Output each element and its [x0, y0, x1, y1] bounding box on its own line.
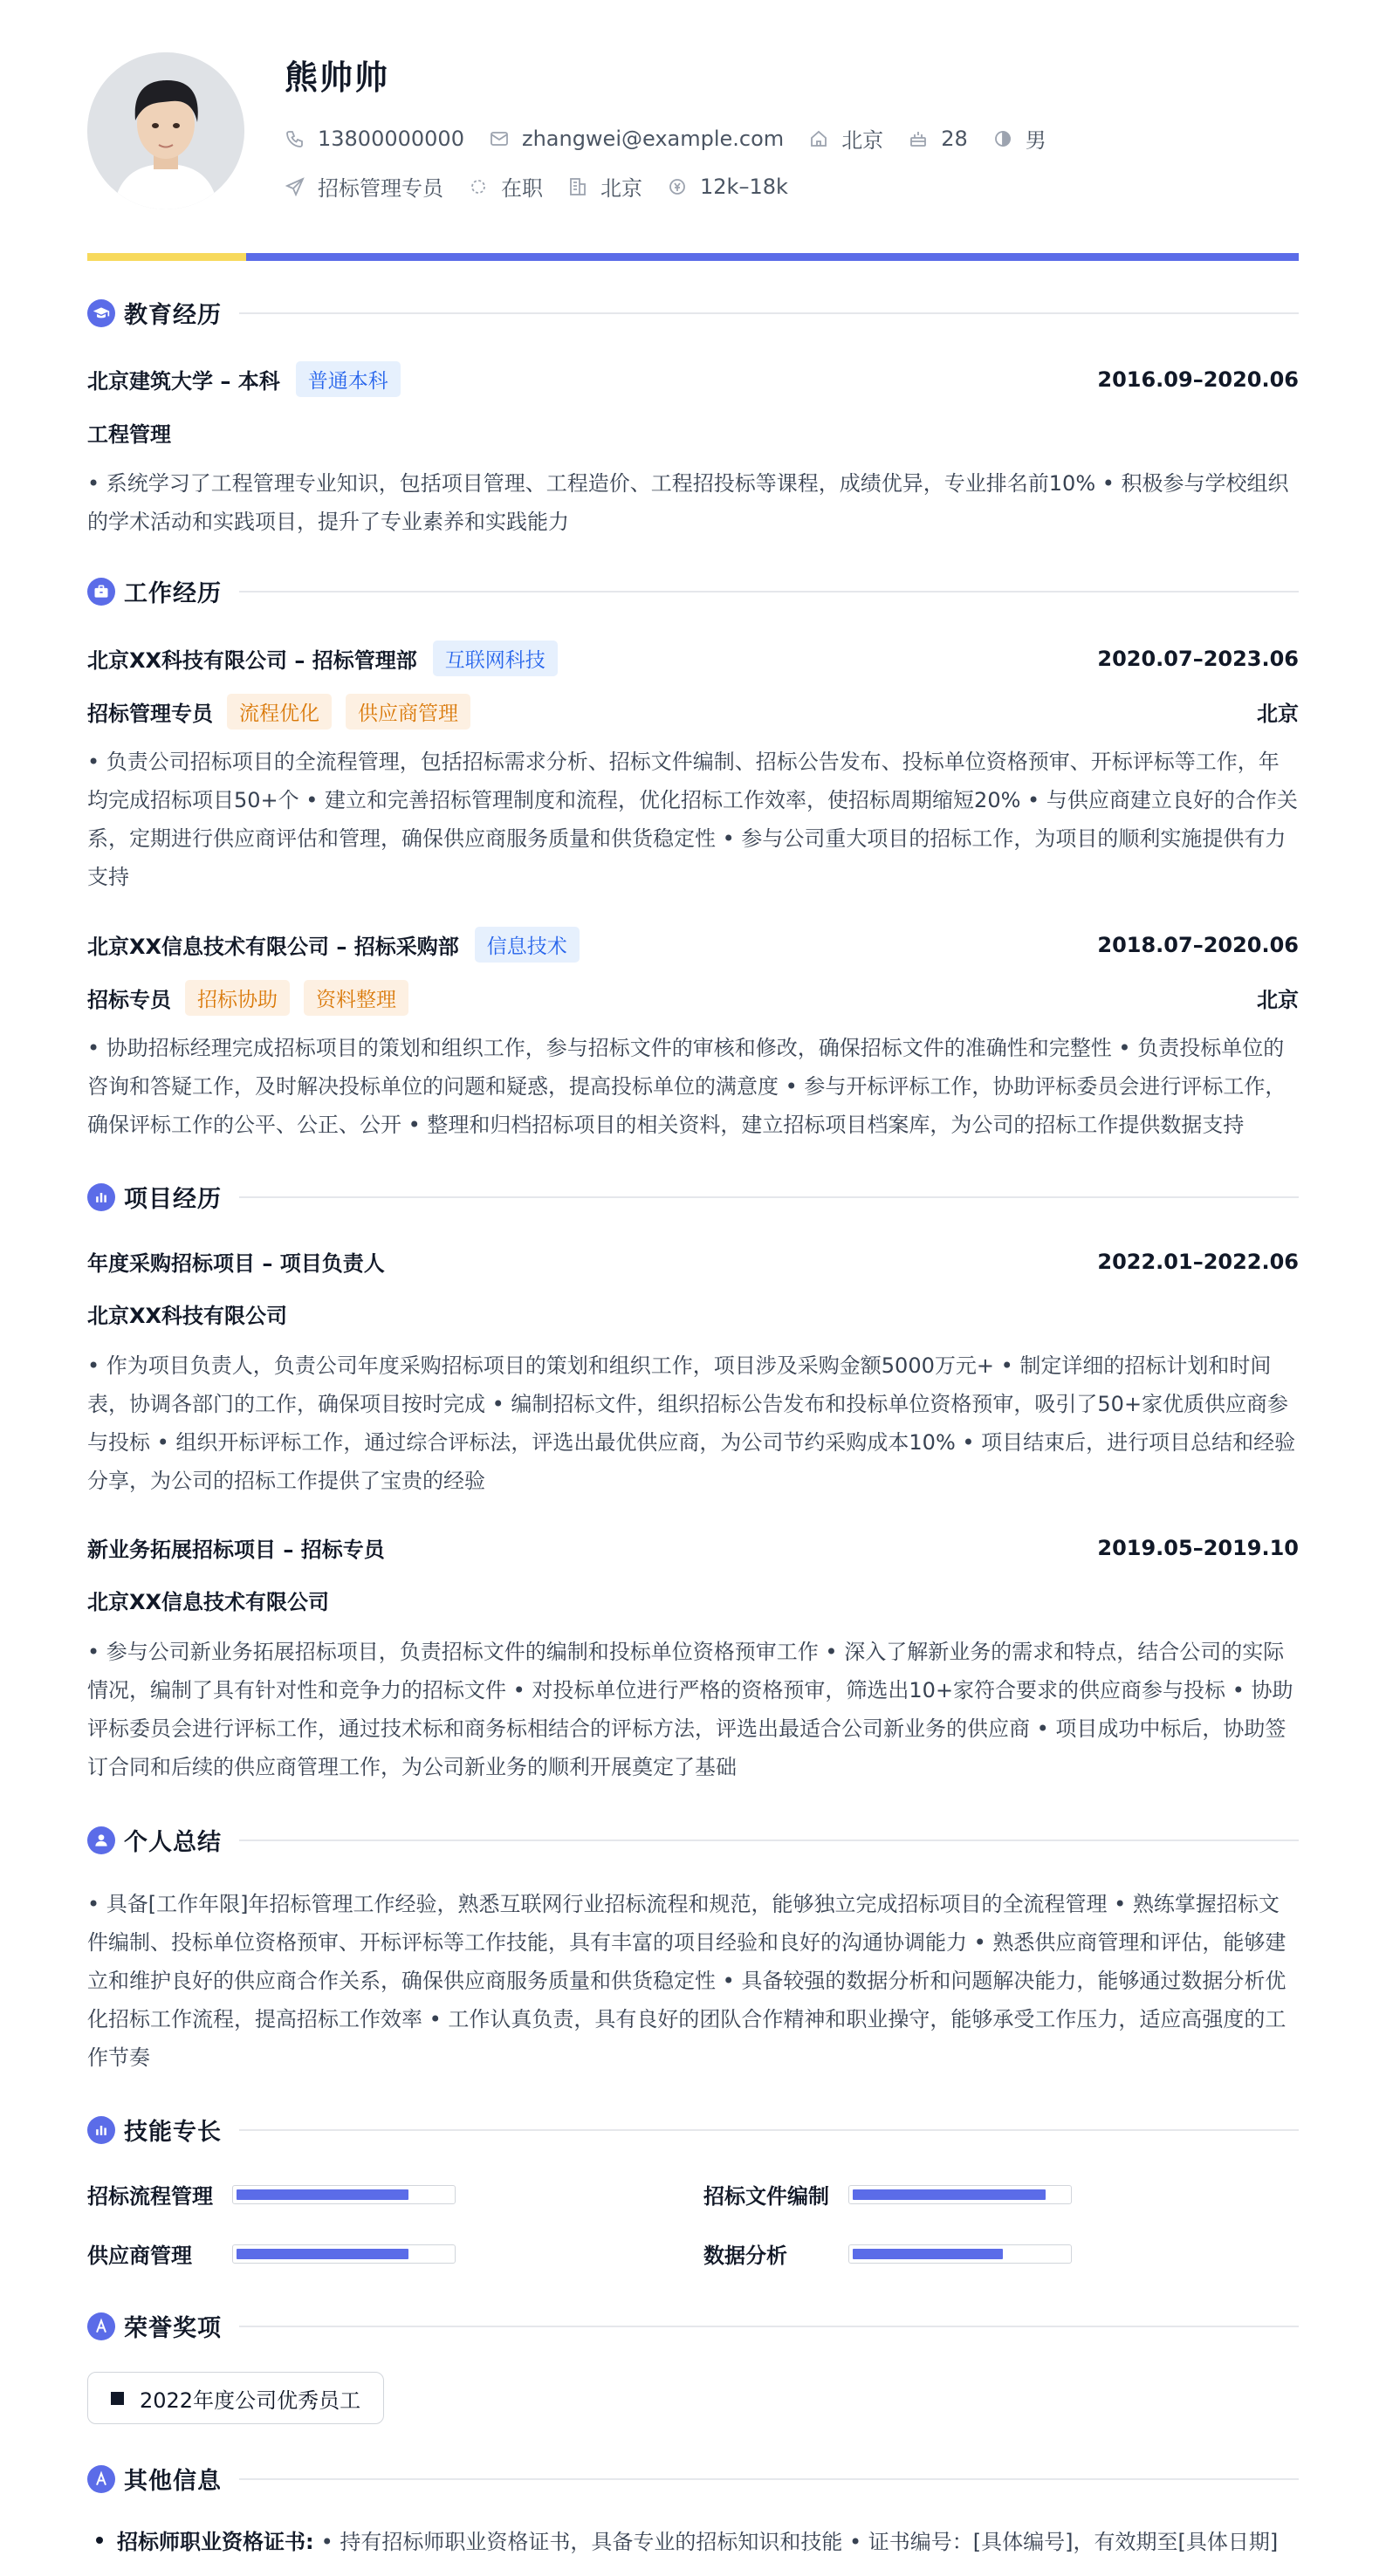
- resume-header: [87, 0, 1299, 253]
- work-item-1-header: [87, 641, 1299, 676]
- work-item-1-description: • 负责公司招标项目的全流程管理，包括招标需求分析、招标文件编制、招标公告发布、投标单位资格预审、开标评标等工作，年均完成招标项目50+个 • 建立和完善招标管理制度和流程，优化招标工作效率，使招标周期缩短20% • 与供应商建立良好的合作关系，定期进行供应商评估和管理，确保供应商服务质量和供货稳定性 • 参与公司重大项目的招标工作，为项目的顺利实施提供有力支持: [87, 750, 1298, 889]
- project-name: 年度采购招标项目 – 项目负责人: [87, 1251, 385, 1276]
- work-city: 北京: [1257, 988, 1299, 1012]
- position-item: [285, 171, 443, 202]
- major-name: 工程管理: [87, 422, 171, 447]
- phone-icon: [285, 128, 305, 149]
- info-a-icon: [87, 2465, 115, 2493]
- position-text: 招标管理专员: [318, 176, 443, 201]
- skill-tag: 供应商管理: [346, 694, 470, 730]
- school-name: 北京建筑大学 – 本科: [87, 369, 280, 394]
- project-name: 新业务拓展招标项目 – 招标专员: [87, 1538, 385, 1562]
- skill-name: 招标流程管理: [87, 2184, 213, 2209]
- certificate-label: 招标师职业资格证书:: [117, 2530, 314, 2554]
- project-item-2-header: [87, 1532, 1299, 1563]
- briefcase-icon: [87, 578, 115, 606]
- section-heading: 教育经历: [124, 302, 222, 329]
- city-text: 北京: [841, 128, 884, 153]
- email-text: zhangwei@example.com: [521, 126, 785, 151]
- home-icon: [808, 128, 829, 149]
- work-section-title: [87, 574, 1299, 608]
- honor-badge: [87, 2372, 384, 2424]
- other-section-title: [87, 2462, 1299, 2496]
- project-section-title: [87, 1180, 1299, 1214]
- skill-name: 数据分析: [703, 2244, 787, 2268]
- gender-text: 男: [1025, 128, 1046, 153]
- salary-text: 12k–18k: [700, 174, 788, 199]
- skill-level-bar: [232, 2244, 456, 2264]
- project-item-1-header: [87, 1246, 1299, 1277]
- section-heading: 其他信息: [124, 2468, 222, 2495]
- skills-section-title: [87, 2113, 1299, 2147]
- skill-level-bar: [848, 2244, 1072, 2264]
- certificate-text: • 持有招标师职业资格证书，具备专业的招标知识和技能 • 证书编号：[具体编号]，有效期至[具体日期]: [320, 2530, 1279, 2554]
- work-item-1-role: [87, 694, 1299, 730]
- work-date: 2020.07–2023.06: [1097, 646, 1299, 671]
- job-intent-row: [285, 171, 813, 202]
- industry-tag: 互联网科技: [433, 641, 558, 676]
- major-row: [87, 417, 1299, 448]
- education-date: 2016.09–2020.06: [1097, 367, 1299, 392]
- building-icon: [567, 176, 588, 197]
- skill-name: 招标文件编制: [703, 2184, 829, 2209]
- skill-name: 供应商管理: [87, 2244, 192, 2268]
- skill-item: [703, 2179, 1072, 2209]
- project-date: 2019.05–2019.10: [1097, 1535, 1299, 1560]
- company-name: 北京XX信息技术有限公司 – 招标采购部: [87, 935, 459, 959]
- candidate-name: 熊帅帅: [285, 58, 390, 97]
- project-item-2-company: [87, 1585, 1299, 1615]
- section-heading: 技能专长: [124, 2119, 222, 2146]
- skill-tag: 流程优化: [227, 694, 332, 730]
- project-company: 北京XX科技有限公司: [87, 1304, 288, 1328]
- summary-section-title: [87, 1823, 1299, 1857]
- salary-item: [667, 175, 788, 199]
- status-text: 在职: [501, 176, 543, 201]
- work-city: 北京: [1257, 702, 1299, 726]
- header-divider-bar: [87, 253, 1299, 261]
- degree-tag: 普通本科: [296, 361, 401, 397]
- skill-tag: 招标协助: [185, 980, 290, 1016]
- education-description: • 系统学习了工程管理专业知识，包括项目管理、工程造价、工程招投标等课程，成绩优异，专业排名前10% • 积极参与学校组织的学术活动和实践项目，提升了专业素养和实践能力: [87, 471, 1289, 534]
- send-icon: [285, 176, 305, 197]
- award-icon: [87, 2312, 115, 2340]
- work-city-item: [567, 171, 642, 202]
- skill-item: [87, 2179, 456, 2209]
- work-item-2-header: [87, 927, 1299, 963]
- email-item: [489, 127, 784, 151]
- city-item: [808, 123, 883, 154]
- section-heading: 项目经历: [124, 1186, 222, 1213]
- skill-item: [703, 2238, 1072, 2269]
- status-item: [468, 171, 543, 202]
- project-item-2-description: • 参与公司新业务拓展招标项目，负责招标文件的编制和投标单位资格预审工作 • 深入了解新业务的需求和特点，结合公司的实际情况，编制了具有针对性和竞争力的招标文件 • 对投标单位进行严格的资格预审，筛选出10+家符合要求的供应商参与投标 • 协助评标委员会进行评标工作，通过技术标和商务标相结合的评标方法，评选出最适合公司新业务的供应商 • 项目成功中标后，协助签订合同和后续的供应商管理工作，为公司新业务的顺利开展奠定了基础: [87, 1640, 1293, 1779]
- project-item-1-company: [87, 1298, 1299, 1329]
- work-city-text: 北京: [600, 176, 642, 201]
- project-item-1-description: • 作为项目负责人，负责公司年度采购招标项目的策划和组织工作，项目涉及采购金额5000万元+ • 制定详细的招标计划和时间表，协调各部门的工作，确保项目按时完成 • 编制招标文件，组织招标公告发布和投标单位资格预审，吸引了50+家优质供应商参与投标 • 组织开标评标工作，通过综合评标法，评选出最优供应商，为公司节约采购成本10% • 项目结束后，进行项目总结和经验分享，为公司的招标工作提供了宝贵的经验: [87, 1353, 1296, 1493]
- section-heading: 荣誉奖项: [124, 2315, 222, 2342]
- skill-tag: 资料整理: [304, 980, 408, 1016]
- phone-text: 13800000000: [318, 126, 464, 151]
- work-date: 2018.07–2020.06: [1097, 932, 1299, 957]
- mail-icon: [489, 128, 510, 149]
- project-company: 北京XX信息技术有限公司: [87, 1590, 330, 1614]
- salary-icon: [667, 176, 688, 197]
- work-item-2-description: • 协助招标经理完成招标项目的策划和组织工作，参与招标文件的审核和修改，确保招标文件的准确性和完整性 • 负责投标单位的咨询和答疑工作，及时解决投标单位的问题和疑惑，提高投标单位的满意度 • 参与开标评标工作，协助评标委员会进行评标工作，确保评标工作的公平、公正、公开 • 整理和归档招标项目的相关资料，建立招标项目档案库，为公司的招标工作提供数据支持: [87, 1036, 1287, 1137]
- section-heading: 个人总结: [124, 1829, 222, 1856]
- skill-level-bar: [848, 2185, 1072, 2204]
- chart-bar-icon: [87, 2116, 115, 2144]
- cake-icon: [908, 128, 929, 149]
- age-item: [908, 127, 968, 151]
- contact-row: [285, 123, 1071, 154]
- honor-text: 2022年度公司优秀员工: [140, 2388, 361, 2413]
- avatar: [87, 52, 244, 209]
- chart-bar-icon: [87, 1183, 115, 1211]
- age-text: 28: [941, 126, 968, 151]
- certificate-item: [87, 2525, 1299, 2555]
- work-item-2-role: [87, 980, 1299, 1016]
- skill-level-bar: [232, 2185, 456, 2204]
- role-title: 招标专员: [87, 988, 171, 1012]
- education-row: [87, 361, 1299, 397]
- industry-tag: 信息技术: [475, 927, 580, 963]
- section-heading: 工作经历: [124, 580, 222, 607]
- phone-item: [285, 127, 464, 151]
- summary-text: • 具备[工作年限]年招标管理工作经验，熟悉互联网行业招标流程和规范，能够独立完成招标项目的全流程管理 • 熟练掌握招标文件编制、投标单位资格预审、开标评标等工作技能，具有丰富的项目经验和良好的沟通协调能力 • 熟悉供应商管理和评估，能够建立和维护良好的供应商合作关系，确保供应商服务质量和供货稳定性 • 具备较强的数据分析和问题解决能力，能够通过数据分析优化招标工作流程，提高招标工作效率 • 工作认真负责，具有良好的团队合作精神和职业操守，能够承受工作压力，适应高强度的工作节奏: [87, 1892, 1287, 2070]
- project-date: 2022.01–2022.06: [1097, 1249, 1299, 1274]
- graduation-cap-icon: [87, 299, 115, 327]
- user-icon: [87, 1826, 115, 1854]
- skill-item: [87, 2238, 456, 2269]
- status-icon: [468, 176, 489, 197]
- role-title: 招标管理专员: [87, 702, 213, 726]
- gender-icon: [992, 128, 1013, 149]
- education-section-title: [87, 296, 1299, 330]
- company-name: 北京XX科技有限公司 – 招标管理部: [87, 648, 417, 673]
- gender-item: [992, 123, 1046, 154]
- honors-section-title: [87, 2309, 1299, 2343]
